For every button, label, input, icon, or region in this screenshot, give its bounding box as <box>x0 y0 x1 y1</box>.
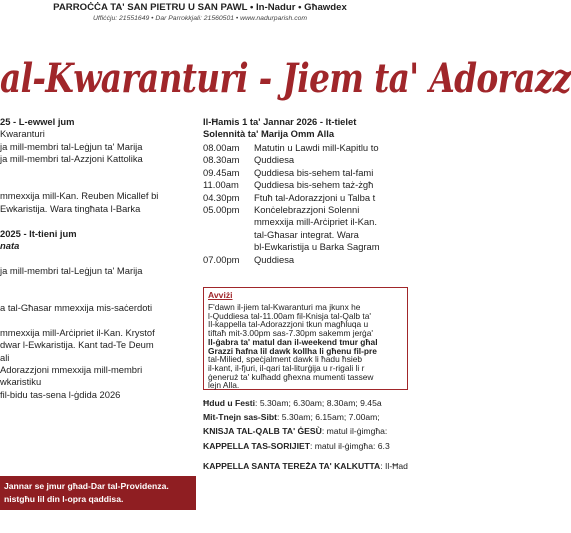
schedule-activity: Quddiesa bis-sehem taż-żgħ <box>254 179 374 191</box>
schedule-activity: Quddiesa <box>254 253 295 265</box>
schedule-activity: tal-Għasar integrat. Wara <box>254 228 359 240</box>
left-program-line: a tal-Għasar mmexxija mis-saċerdoti <box>0 302 153 313</box>
notice-line: tal-Milied, speċjalment dawk li ħadu ħsieb <box>208 354 363 365</box>
notice-line: ġeneruż ta' kulħadd għexna mumenti tassew <box>208 371 374 382</box>
mass-time-label: KAPPELLA SANTA TEREŻA TA' KALKUTTA <box>203 461 381 471</box>
mass-time-row <box>203 398 382 408</box>
left-program-line: nata <box>0 240 20 251</box>
notice-line: lejn Alla. <box>208 380 240 391</box>
left-program-line: mmexxija mill-Arċipriet il-Kan. Krystof <box>0 326 155 338</box>
schedule-time: 04.30pm <box>203 191 240 203</box>
mass-time-row <box>203 412 380 422</box>
notices-box <box>203 287 408 390</box>
left-program-line: ja mill-membri tal-Leġjun ta' Marija <box>0 264 143 276</box>
footer-appeal-bar <box>0 476 196 510</box>
schedule-activity: Matutin u Lawdi mill-Kapitlu to <box>254 142 379 153</box>
left-program-line: 2025 - It-tieni jum <box>0 227 77 239</box>
schedule-time: 09.45am <box>203 166 240 178</box>
schedule-activity: Ftuħ tal-Adorazzjoni u Talba t <box>254 191 376 203</box>
mass-time-value: : matul il-ġimgħa: 6.3 <box>309 441 390 451</box>
notice-line: tiftaħ mit-3.00pm sas-7.30pm sakemm jerġa' <box>208 328 373 339</box>
appeal-line: nistgħu lil din l-opra qaddisa. <box>4 494 124 504</box>
schedule-activity: mmexxija mill-Arċipriet il-Kan. <box>254 216 377 228</box>
mass-time-row <box>203 426 387 436</box>
mass-time-label: Mit-Tnejn sas-Sibt <box>203 412 278 422</box>
left-program-line: 25 - L-ewwel jum <box>0 116 75 127</box>
appeal-line: Jannar se jmur għad-Dar tal-Providenza. <box>4 481 169 491</box>
notice-line: il-kant, il-fjuri, il-qari tal-liturġija u r-rigali li r <box>208 362 365 373</box>
notice-line: Il-kappella tal-Adorazzjoni tkun magħluqa u <box>208 319 369 330</box>
parish-header-title: PARROĊĊA TA' SAN PIETRU U SAN PAWL • In-Nadur • Għawdex <box>53 2 347 13</box>
left-program-line: ali <box>0 351 10 363</box>
schedule-time: 08.00am <box>203 142 240 153</box>
mass-time-label: KAPPELLA TAS-SORIJIET <box>203 441 310 451</box>
mass-time-value: : 5.30am; 6.15am; 7.00am; <box>277 412 380 422</box>
mass-time-value: : Il-Ħad <box>380 461 408 471</box>
left-program-line: ja mill-membri tal-Azzjoni Kattolika <box>0 153 143 165</box>
left-program-line: mmexxija mill-Kan. Reuben Micallef bi <box>0 190 159 202</box>
mass-time-row <box>203 461 408 471</box>
parish-contact-line: Uffiċċju: 21551649 • Dar Parrokkjali: 21560501 • www.nadurparish.com <box>92 15 308 22</box>
left-program-line: wkaristiku <box>0 376 42 388</box>
kwaranturi-banner: al-Kwaranturi - Jiem ta' Adorazz <box>0 55 571 102</box>
notice-line: Grazzi ħafna lil dawk kollha li għenu fil-pre <box>208 345 377 356</box>
schedule-time: 05.00pm <box>203 204 240 215</box>
left-program-line: Kwaranturi <box>0 128 45 140</box>
mass-time-label: Ħdud u Festi <box>203 398 256 408</box>
mass-time-label: KNISJA TAL-QALB TA' ĠESÙ <box>203 426 322 436</box>
solemnity-heading: Solennità ta' Marija Omm Alla <box>203 128 335 139</box>
schedule-activity: bl-Ewkaristija u Barka Sagram <box>254 241 380 253</box>
notices-title: Avviżi <box>208 290 233 300</box>
schedule-time: 07.00pm <box>203 253 240 265</box>
left-program-line: Ewkaristija. Wara tingħata l-Barka <box>0 202 141 214</box>
schedule-time: 08.30am <box>203 154 240 166</box>
left-program-line: ja mill-membri tal-Leġjun ta' Marija <box>0 140 143 152</box>
left-program-line: fil-bidu tas-sena l-ġdida 2026 <box>0 388 121 400</box>
schedule-activity: Quddiesa bis-sehem tal-fami <box>254 166 374 178</box>
notice-line: l-Quddiesa tal-11.00am fil-Knisja tal-Qalb ta' <box>208 310 371 321</box>
mass-time-row <box>203 441 390 451</box>
left-program-line: dwar l-Ewkaristija. Kant tad-Te Deum <box>0 339 154 351</box>
mass-time-value: : 5.30am; 6.30am; 8.30am; 9.45a <box>255 398 382 408</box>
mass-time-value: : matul il-ġimgħa: <box>321 426 388 436</box>
notice-line: F'dawn il-jiem tal-Kwaranturi ma jkunx he <box>208 302 361 312</box>
notice-line: Il-ġabra ta' matul dan il-weekend tmur għal <box>208 336 378 347</box>
day-heading: Il-Ħamis 1 ta' Jannar 2026 - It-tielet <box>203 116 357 127</box>
schedule-activity: Quddiesa <box>254 154 295 166</box>
schedule-activity: Konċelebrazzjoni Solenni <box>254 204 360 215</box>
left-program-line: Adorazzjoni mmexxija mill-membri <box>0 364 143 375</box>
schedule-time: 11.00am <box>203 179 239 191</box>
